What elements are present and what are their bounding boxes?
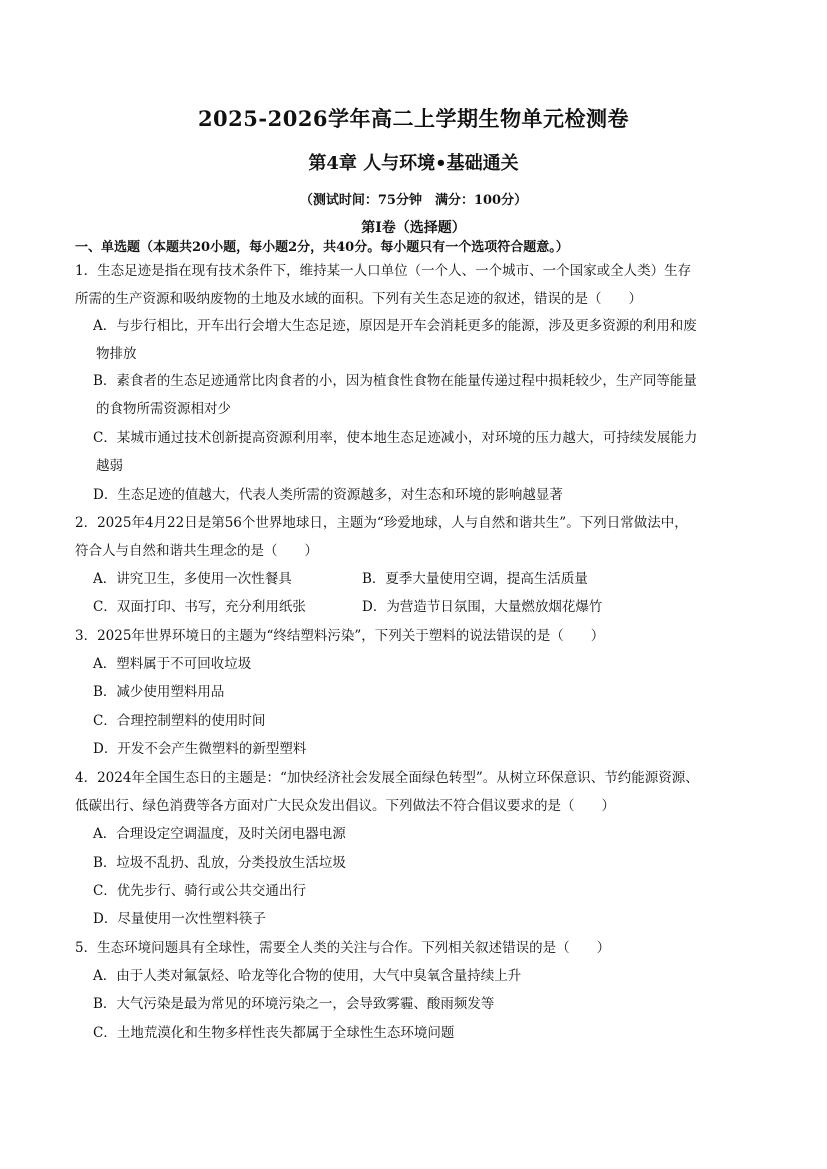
question-5-stem: 5．生态环境问题具有全球性，需要全人类的关注与合作。下列相关叙述错误的是（ ） <box>75 940 611 956</box>
question-1-option-b-cont: 的食物所需资源相对少 <box>96 401 231 417</box>
question-4-option-c: C．优先步行、骑行或公共交通出行 <box>93 883 306 899</box>
question-2-stem-line-1: 2．2025年4月22日是第56个世界地球日，主题为“珍爱地球，人与自然和谐共生”。下列日常做法中， <box>75 515 688 531</box>
question-2-option-d: D．为营造节日氛围，大量燃放烟花爆竹 <box>362 599 603 615</box>
question-1-stem-line-1: 1．生态足迹是指在现有技术条件下，维持某一人口单位（一个人、一个城市、一个国家或全人类）生存 <box>75 263 692 279</box>
question-2-option-a: A．讲究卫生，多使用一次性餐具 <box>93 571 292 587</box>
question-2-stem-line-2: 符合人与自然和谐共生理念的是（ ） <box>75 543 318 559</box>
question-4-option-b: B．垃圾不乱扔、乱放，分类投放生活垃圾 <box>93 855 346 871</box>
question-4-stem-line-1: 4．2024年全国生态日的主题是：“加快经济社会发展全面绿色转型”。从树立环保意识、节约能源资源、 <box>75 770 699 786</box>
question-4-stem-line-2: 低碳出行、绿色消费等各方面对广大民众发出倡议。下列做法不符合倡议要求的是（ ） <box>75 798 615 814</box>
chapter-subtitle: 第4章 人与环境•基础通关 <box>308 153 519 174</box>
question-1-option-c: C．某城市通过技术创新提高资源利用率，使本地生态足迹减小，对环境的压力越大，可持续发展能力 <box>93 430 698 446</box>
exam-time-score: （测试时间：75分钟 满分：100分） <box>299 193 528 208</box>
exam-title: 2025-2026学年高二上学期生物单元检测卷 <box>197 106 630 131</box>
question-3-option-d: D．开发不会产生微塑料的新型塑料 <box>93 741 307 757</box>
question-3-option-b: B．减少使用塑料用品 <box>93 684 225 700</box>
question-3-option-a: A．塑料属于不可回收垃圾 <box>93 656 252 672</box>
question-1-stem-line-2: 所需的生产资源和吸纳废物的土地及水域的面积。下列有关生态足迹的叙述，错误的是（ ） <box>75 291 642 307</box>
question-5-option-a: A．由于人类对氟氯烃、哈龙等化合物的使用，大气中臭氧含量持续上升 <box>93 968 522 984</box>
question-4-option-a: A．合理设定空调温度，及时关闭电器电源 <box>93 826 346 842</box>
question-5-option-c: C．土地荒漠化和生物多样性丧失都属于全球性生态环境问题 <box>93 1025 455 1041</box>
question-1-option-c-cont: 越弱 <box>96 458 123 474</box>
question-1-option-d: D．生态足迹的值越大，代表人类所需的资源越多，对生态和环境的影响越显著 <box>93 487 563 503</box>
question-3-option-c: C．合理控制塑料的使用时间 <box>93 713 266 729</box>
question-1-option-a-cont: 物排放 <box>96 346 137 362</box>
question-1-option-a: A．与步行相比，开车出行会增大生态足迹，原因是开车会消耗更多的能源，涉及更多资源的利用和废 <box>93 318 697 334</box>
section-heading: 一、单选题（本题共20小题，每小题2分，共40分。每小题只有一个选项符合题意。） <box>75 240 569 255</box>
question-2-option-c: C．双面打印、书写，充分利用纸张 <box>93 599 306 615</box>
question-5-option-b: B．大气污染是最为常见的环境污染之一，会导致雾霾、酸雨频发等 <box>93 996 495 1012</box>
question-1-option-b: B．素食者的生态足迹通常比肉食者的小，因为植食性食物在能量传递过程中损耗较少，生产同等能量 <box>93 373 697 389</box>
volume-heading: 第Ⅰ卷（选择题） <box>361 220 466 236</box>
question-3-stem: 3．2025年世界环境日的主题为“终结塑料污染”，下列关于塑料的说法错误的是（ ） <box>75 628 605 644</box>
question-4-option-d: D．尽量使用一次性塑料筷子 <box>93 911 266 927</box>
question-2-option-b: B．夏季大量使用空调，提高生活质量 <box>362 571 588 587</box>
